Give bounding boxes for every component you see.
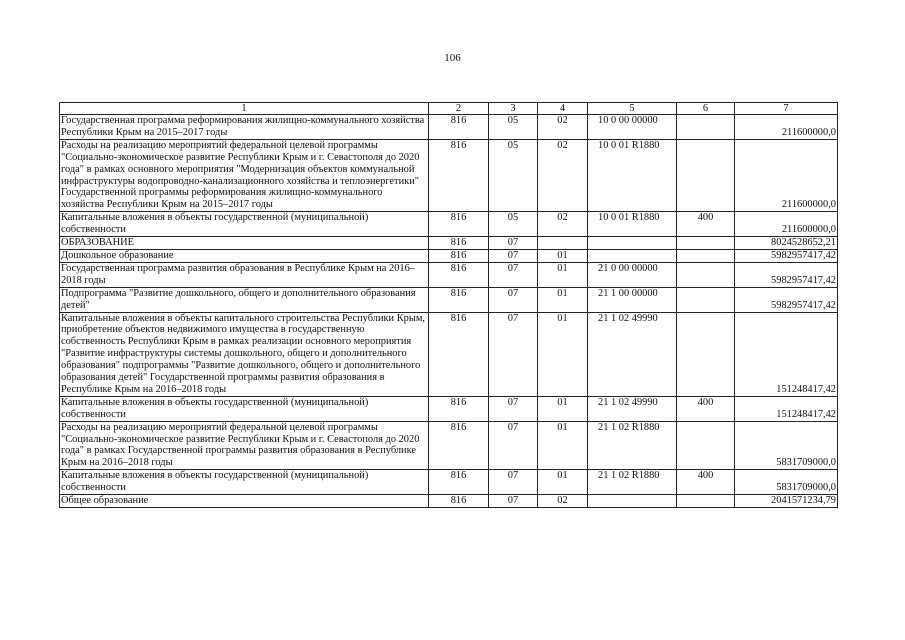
row-col3: 05 (489, 139, 538, 211)
row-col5: 21 1 02 R1880 (588, 421, 677, 470)
row-col6 (677, 249, 735, 262)
row-name: Капитальные вложения в объекты государственной (муниципальной) собственности (60, 212, 429, 237)
column-header: 3 (489, 103, 538, 115)
budget-table (59, 102, 838, 508)
row-col3: 07 (489, 249, 538, 262)
row-col4: 01 (538, 262, 588, 287)
row-col2: 816 (429, 262, 489, 287)
row-col4: 01 (538, 396, 588, 421)
page-number: 106 (444, 52, 461, 64)
row-amount: 5831709000,0 (735, 470, 838, 495)
row-col4: 01 (538, 249, 588, 262)
row-col6 (677, 139, 735, 211)
table-row (60, 396, 838, 421)
row-col4: 01 (538, 421, 588, 470)
table-row (60, 212, 838, 237)
row-col4: 02 (538, 495, 588, 508)
row-amount: 5982957417,42 (735, 249, 838, 262)
row-col5: 21 1 02 R1880 (588, 470, 677, 495)
table-row (60, 249, 838, 262)
row-col5: 10 0 01 R1880 (588, 212, 677, 237)
table-row (60, 287, 838, 312)
row-col2: 816 (429, 287, 489, 312)
row-col4: 02 (538, 115, 588, 140)
row-col2: 816 (429, 495, 489, 508)
row-col5: 10 0 00 00000 (588, 115, 677, 140)
column-header: 4 (538, 103, 588, 115)
table-row (60, 495, 838, 508)
row-col4 (538, 237, 588, 250)
row-name: Капитальные вложения в объекты капитального строительства Республики Крым, приобретение объектов недвижимого имущества в государственную собственность Республики Крым в рамках реализации основного мероприятия "Развитие инфраструктуры системы дошкольного, общего и дополнительного образования" подпрограммы "Развитие дошкольного, общего и дополнительного образования детей" Государственной программы развития образования в Республике Крым на 2016–2018 годы (60, 312, 429, 396)
row-col5 (588, 495, 677, 508)
row-col4: 01 (538, 312, 588, 396)
row-col5: 10 0 01 R1880 (588, 139, 677, 211)
row-col5: 21 0 00 00000 (588, 262, 677, 287)
row-name: Подпрограмма "Развитие дошкольного, общего и дополнительного образования детей" (60, 287, 429, 312)
table-row (60, 262, 838, 287)
column-header: 6 (677, 103, 735, 115)
column-header: 2 (429, 103, 489, 115)
row-col3: 07 (489, 421, 538, 470)
row-col2: 816 (429, 249, 489, 262)
row-name: Капитальные вложения в объекты государственной (муниципальной) собственности (60, 396, 429, 421)
row-col2: 816 (429, 470, 489, 495)
row-col6 (677, 421, 735, 470)
row-name: Дошкольное образование (60, 249, 429, 262)
row-name: Расходы на реализацию мероприятий федеральной целевой программы "Социально-экономическое развитие Республики Крым и г. Севастополя до 2020 года" в рамках основного мероприятия "Модернизация объектов коммунальной инфраструктуры водопроводно-канализационного хозяйства и теплоэнергетики" Государственной программы реформирования жилищно-коммунального хозяйства Республики Крым на 2015–2017 годы (60, 139, 429, 211)
row-col6 (677, 495, 735, 508)
row-name: Общее образование (60, 495, 429, 508)
row-name: Расходы на реализацию мероприятий федеральной целевой программы "Социально-экономическое развитие Республики Крым и г. Севастополя до 2020 года" в рамках Государственной программы развития образования в Республике Крым на 2016–2018 годы (60, 421, 429, 470)
table-row (60, 237, 838, 250)
row-name: Капитальные вложения в объекты государственной (муниципальной) собственности (60, 470, 429, 495)
row-col2: 816 (429, 115, 489, 140)
row-col2: 816 (429, 421, 489, 470)
row-col6 (677, 237, 735, 250)
row-col6: 400 (677, 470, 735, 495)
row-amount: 211600000,0 (735, 139, 838, 211)
row-col2: 816 (429, 237, 489, 250)
table-row (60, 421, 838, 470)
row-col6 (677, 262, 735, 287)
row-col3: 07 (489, 396, 538, 421)
row-col6: 400 (677, 212, 735, 237)
column-header: 7 (735, 103, 838, 115)
row-col4: 01 (538, 287, 588, 312)
row-col5 (588, 249, 677, 262)
column-header: 1 (60, 103, 429, 115)
table-header-row (60, 103, 838, 115)
row-col2: 816 (429, 139, 489, 211)
row-col3: 07 (489, 495, 538, 508)
row-name: Государственная программа развития образования в Республике Крым на 2016–2018 годы (60, 262, 429, 287)
row-col3: 07 (489, 262, 538, 287)
column-header: 5 (588, 103, 677, 115)
row-amount: 8024528652,21 (735, 237, 838, 250)
row-col3: 05 (489, 212, 538, 237)
row-name: Государственная программа реформирования жилищно-коммунального хозяйства Республики Крым на 2015–2017 годы (60, 115, 429, 140)
row-col5: 21 1 00 00000 (588, 287, 677, 312)
row-amount: 5982957417,42 (735, 287, 838, 312)
row-col5 (588, 237, 677, 250)
row-amount: 5982957417,42 (735, 262, 838, 287)
row-col3: 05 (489, 115, 538, 140)
row-col5: 21 1 02 49990 (588, 312, 677, 396)
row-col2: 816 (429, 396, 489, 421)
row-col4: 02 (538, 212, 588, 237)
row-amount: 151248417,42 (735, 312, 838, 396)
row-col3: 07 (489, 237, 538, 250)
table-row (60, 115, 838, 140)
row-col3: 07 (489, 470, 538, 495)
table-row (60, 470, 838, 495)
row-amount: 211600000,0 (735, 115, 838, 140)
row-col3: 07 (489, 312, 538, 396)
row-col4: 02 (538, 139, 588, 211)
row-amount: 211600000,0 (735, 212, 838, 237)
row-amount: 2041571234,79 (735, 495, 838, 508)
row-name: ОБРАЗОВАНИЕ (60, 237, 429, 250)
table-row (60, 139, 838, 211)
table-body (60, 115, 838, 508)
row-col5: 21 1 02 49990 (588, 396, 677, 421)
row-col6: 400 (677, 396, 735, 421)
row-col6 (677, 115, 735, 140)
row-col2: 816 (429, 312, 489, 396)
row-col6 (677, 312, 735, 396)
row-amount: 5831709000,0 (735, 421, 838, 470)
row-amount: 151248417,42 (735, 396, 838, 421)
row-col6 (677, 287, 735, 312)
table-row (60, 312, 838, 396)
row-col3: 07 (489, 287, 538, 312)
row-col4: 01 (538, 470, 588, 495)
row-col2: 816 (429, 212, 489, 237)
